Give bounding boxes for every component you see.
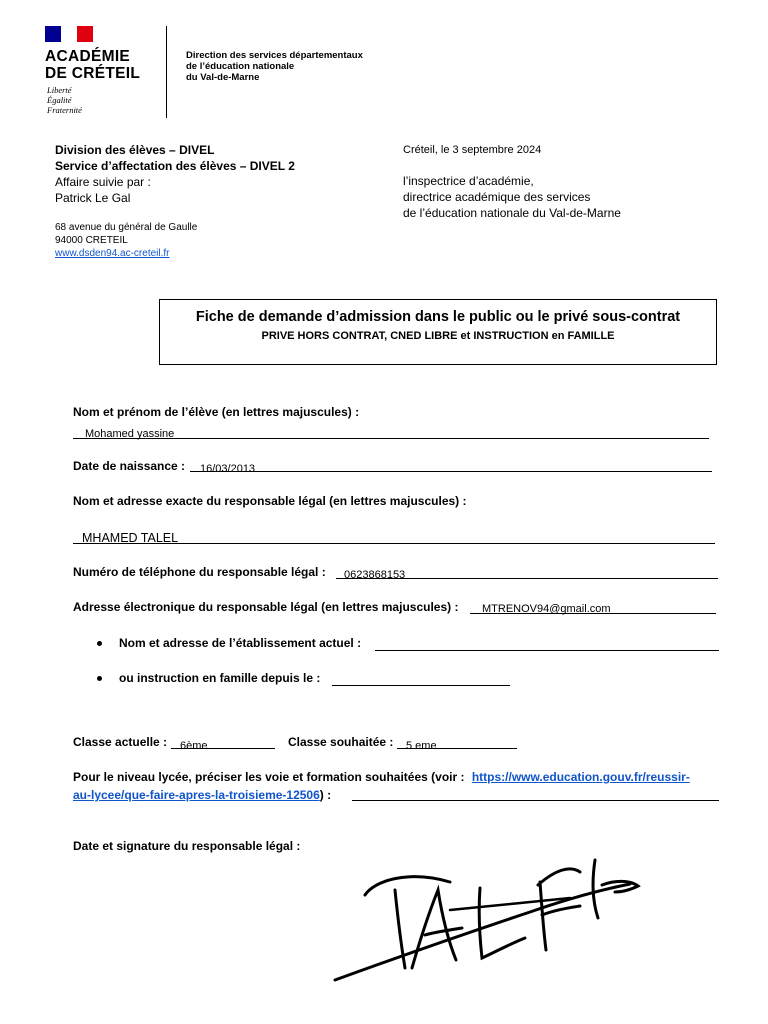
sender-address2: 94000 CRETEIL (55, 235, 128, 246)
school-underline[interactable] (375, 650, 719, 651)
flag-white (61, 26, 77, 42)
direction-line3: du Val-de-Marne (186, 72, 260, 83)
header-divider (166, 26, 167, 118)
phone-label: Numéro de téléphone du responsable légal : (73, 565, 326, 579)
wished-class-label: Classe souhaitée : (288, 735, 394, 749)
form-subtitle: PRIVE HORS CONTRAT, CNED LIBRE et INSTRUCTION en FAMILLE (261, 330, 615, 342)
recipient-line3: de l’éducation nationale du Val-de-Marne (403, 206, 621, 220)
sender-person: Patrick Le Gal (55, 191, 131, 205)
sender-website-link[interactable]: www.dsden94.ac-creteil.fr (55, 248, 170, 259)
direction-line2: de l’éducation nationale (186, 61, 295, 72)
handwritten-signature (330, 840, 650, 990)
sender-address1: 68 avenue du général de Gaulle (55, 222, 198, 233)
school-label: Nom et adresse de l’établissement actuel : (119, 636, 362, 650)
sender-division: Division des élèves – DIVEL (55, 143, 215, 157)
lycee-line2 (73, 788, 331, 803)
motto-fraternite: Fraternité (47, 105, 82, 115)
guardian-value[interactable]: MHAMED TALEL (82, 531, 179, 545)
wished-class-value[interactable]: 5 eme (406, 740, 437, 752)
academie-line1: ACADÉMIE (45, 48, 131, 65)
bullet-icon (97, 676, 102, 681)
guardian-label: Nom et adresse exacte du responsable légal (en lettres majuscules) : (73, 494, 467, 508)
academie-line2: DE CRÉTEIL (45, 65, 141, 82)
title-box (159, 299, 717, 365)
lycee-underline[interactable] (352, 800, 719, 801)
recipient-line1: l’inspectrice d’académie, (403, 174, 534, 188)
lycee-label (73, 770, 690, 785)
email-label: Adresse électronique du responsable légal (en lettres majuscules) : (73, 600, 459, 614)
republic-flag-icon (45, 26, 93, 42)
current-class-value[interactable]: 6ème (180, 740, 208, 752)
sender-service: Service d’affectation des élèves – DIVEL 2 (55, 159, 295, 173)
lycee-label-text: Pour le niveau lycée, préciser les voie et formation souhaitées (voir : (73, 770, 465, 784)
sender-affaire: Affaire suivie par : (55, 175, 151, 189)
motto-liberte: Liberté (47, 85, 72, 95)
lycee-link-part2[interactable]: au-lycee/que-faire-apres-la-troisieme-12506 (73, 788, 320, 802)
direction-line1: Direction des services départementaux (186, 50, 363, 61)
birthdate-value[interactable]: 16/03/2013 (200, 463, 256, 475)
letter-date: Créteil, le 3 septembre 2024 (403, 144, 542, 156)
home-instruction-underline[interactable] (332, 685, 510, 686)
recipient-line2: directrice académique des services (403, 190, 591, 204)
form-title: Fiche de demande d’admission dans le public ou le privé sous-contrat (195, 309, 681, 325)
flag-red (77, 26, 93, 42)
current-class-label: Classe actuelle : (73, 735, 168, 749)
student-name-value[interactable]: Mohamed yassine (85, 428, 175, 440)
home-instruction-label: ou instruction en famille depuis le : (119, 671, 321, 685)
phone-value[interactable]: 0623868153 (344, 569, 406, 581)
signature-label: Date et signature du responsable légal : (73, 839, 301, 853)
bullet-icon (97, 641, 102, 646)
birthdate-underline (190, 471, 712, 472)
flag-blue (45, 26, 61, 42)
birthdate-label: Date de naissance : (73, 459, 186, 473)
lycee-link-part1[interactable]: https://www.education.gouv.fr/reussir- (471, 770, 690, 784)
lycee-after: ) : (319, 788, 332, 802)
student-name-label: Nom et prénom de l’élève (en lettres majuscules) : (73, 405, 360, 419)
email-value[interactable]: MTRENOV94@gmail.com (482, 603, 611, 615)
motto-egalite: Égalité (47, 95, 72, 105)
